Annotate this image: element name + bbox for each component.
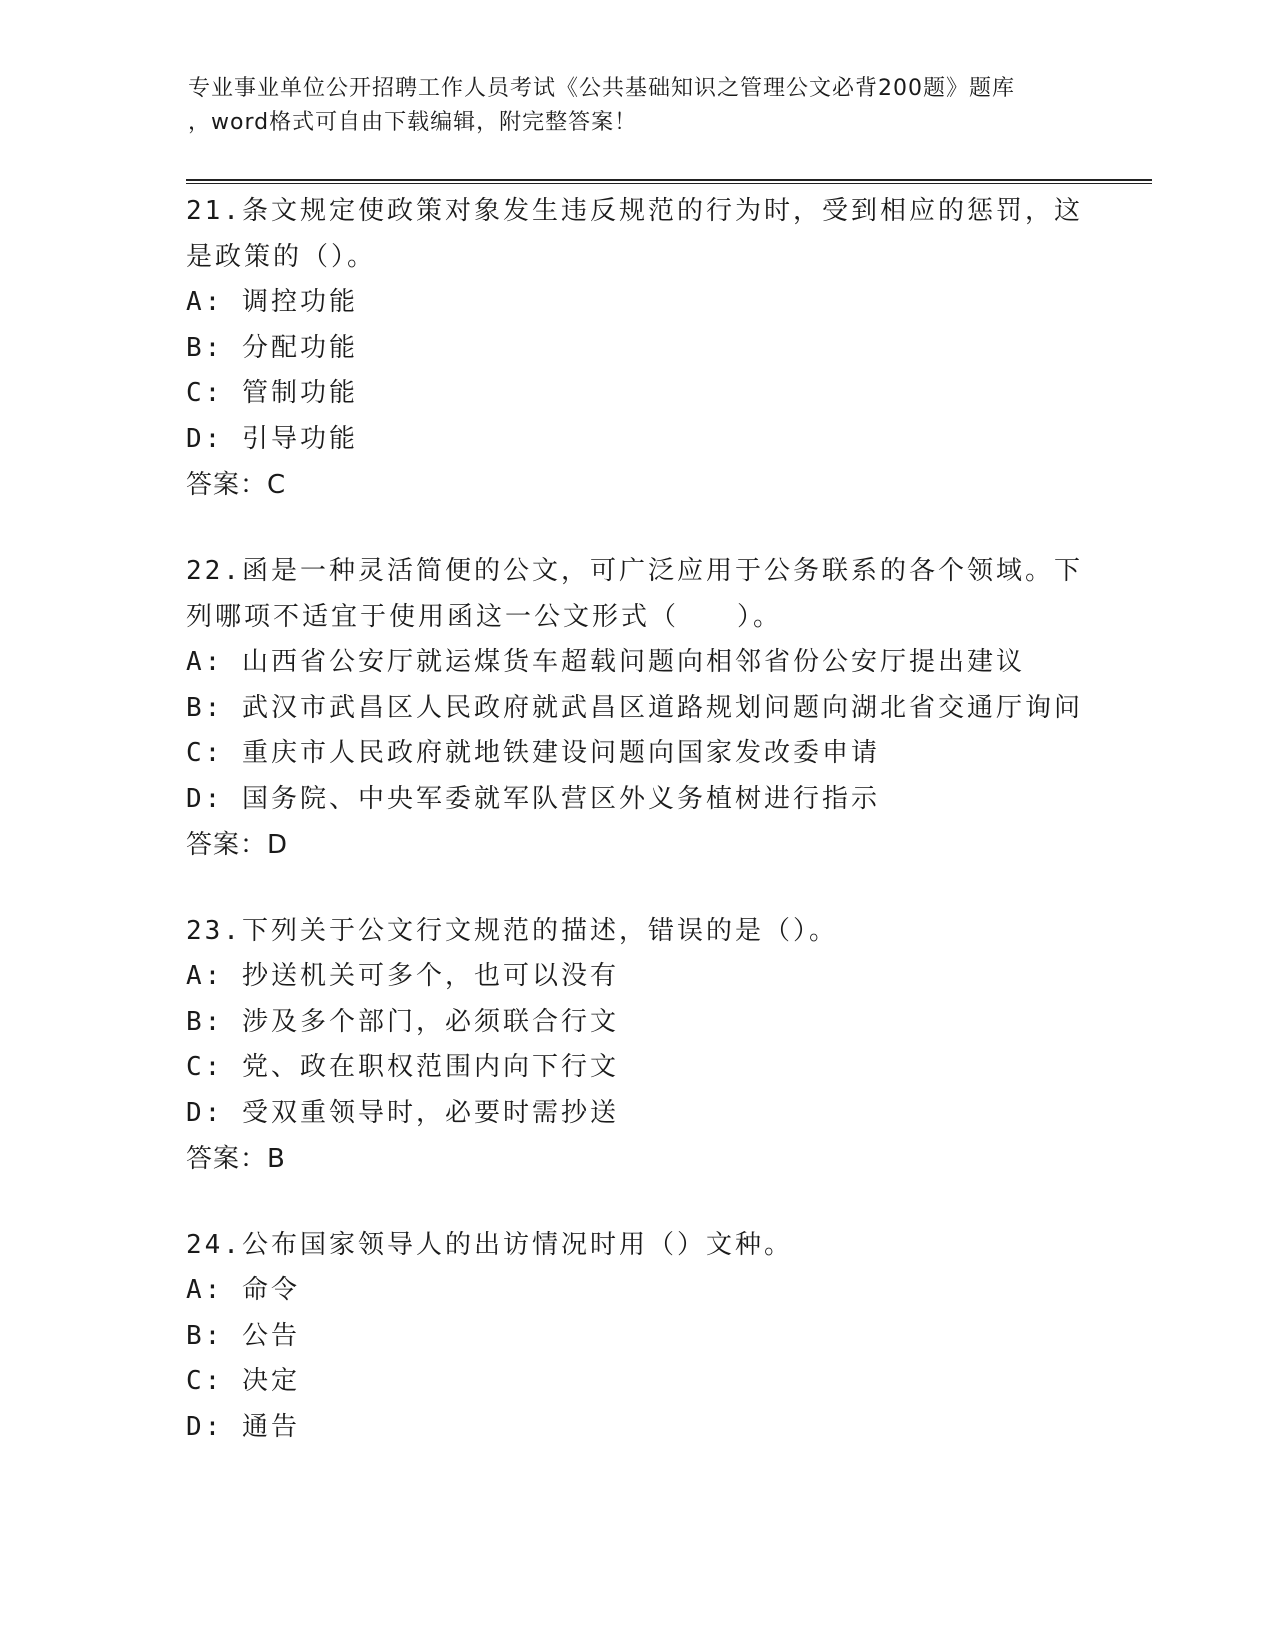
option-b: B: 涉及多个部门，必须联合行文 (186, 1006, 619, 1037)
header-title-line-1: 专业事业单位公开招聘工作人员考试《公共基础知识之管理公文必背200题》题库 (188, 76, 1015, 101)
option-a: A: 命令 (186, 1275, 300, 1305)
question-list (186, 188, 1146, 1490)
option-d: D: 国务院、中央军委就军队营区外义务植树进行指示 (186, 783, 880, 814)
question-stem: 24.公布国家领导人的出访情况时用（）文种。 (186, 1230, 793, 1260)
option-d: D: 通告 (186, 1411, 300, 1442)
option-c: C: 决定 (186, 1366, 300, 1396)
option-c: C: 重庆市人民政府就地铁建设问题向国家发改委申请 (186, 738, 880, 768)
answer-line: 答案：D (186, 830, 289, 860)
option-a: A: 抄送机关可多个，也可以没有 (186, 961, 619, 991)
option-d: D: 受双重领导时，必要时需抄送 (186, 1097, 619, 1128)
option-b: B: 分配功能 (186, 332, 358, 363)
answer-line: 答案：C (186, 470, 287, 500)
question-stem: 23.下列关于公文行文规范的描述，错误的是（）。 (186, 916, 838, 946)
option-b: B: 武汉市武昌区人民政府就武昌区道路规划问题向湖北省交通厅询问 (186, 692, 1083, 723)
option-d: D: 引导功能 (186, 423, 358, 454)
question-stem: 22.函是一种灵活简便的公文，可广泛应用于公务联系的各个领域。下 (186, 556, 1083, 586)
question-24 (186, 1222, 1146, 1450)
document-header (188, 72, 1098, 140)
answer-line: 答案：B (186, 1144, 286, 1174)
question-23 (186, 908, 1146, 1182)
option-a: A: 调控功能 (186, 287, 358, 317)
question-22 (186, 548, 1146, 868)
question-stem-continued: 列哪项不适宜于使用函这一公文形式（ ）。 (186, 602, 783, 632)
option-a: A: 山西省公安厅就运煤货车超载问题向相邻省份公安厅提出建议 (186, 647, 1025, 677)
header-title-line-2: ，word格式可自由下载编辑，附完整答案！ (188, 110, 638, 135)
question-21 (186, 188, 1146, 508)
question-stem: 21.条文规定使政策对象发生违反规范的行为时，受到相应的惩罚，这 (186, 196, 1083, 226)
option-c: C: 党、政在职权范围内向下行文 (186, 1052, 619, 1082)
option-b: B: 公告 (186, 1320, 300, 1351)
question-stem-continued: 是政策的（）。 (186, 242, 377, 272)
option-c: C: 管制功能 (186, 378, 358, 408)
header-divider (186, 179, 1152, 184)
